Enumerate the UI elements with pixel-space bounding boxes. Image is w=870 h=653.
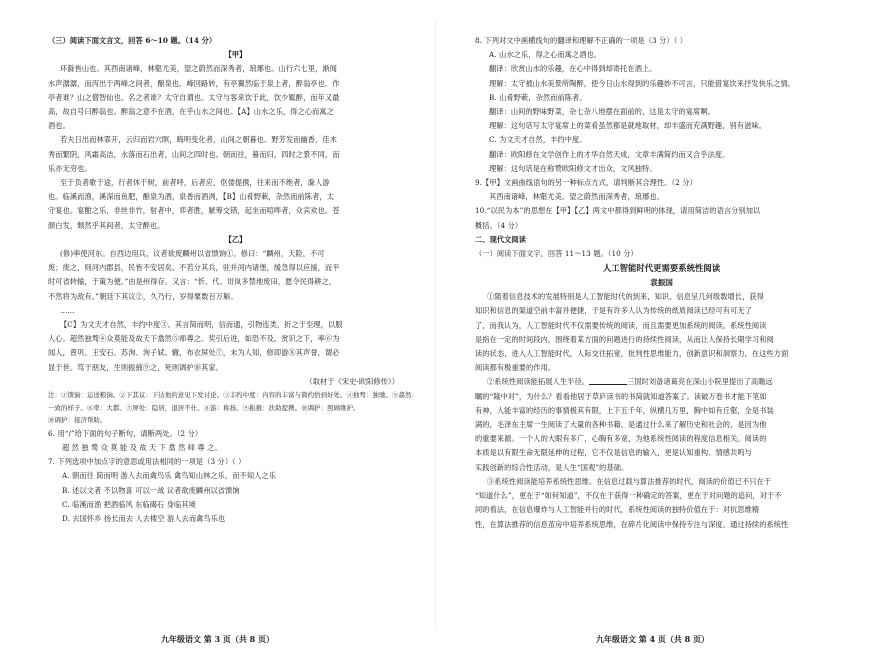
question-8-understanding: 理解：这句话写太守宴席上的菜肴虽然都是就地取材，却丰盛而充满野趣，别有滋味。 xyxy=(489,121,766,131)
question-7-option-d[interactable]: D. 去国怀乡 扬长而去 人去楼空 游人去而禽鸟乐也 xyxy=(62,514,226,524)
article-paragraph-line: 知识和信息的渠道空前丰富并便捷，于是有许多人认为传统的纸质阅读已经可有可无了 xyxy=(475,306,752,316)
section-two-heading: 二、现代文阅读 xyxy=(475,234,527,244)
passage-a-line: 高，故自号曰醉翁也。醉翁之意不在酒，在乎山水之间也。【A】山水之乐，得之心而寓之 xyxy=(48,107,334,117)
page-footer: 九年级语文 第 3 页（共 8 页） xyxy=(160,634,275,644)
question-10-stem: 10.“以民为本”的思想在【甲】【乙】两文中都得到鲜明的体现，请用简洁的语言分别加以 xyxy=(475,206,761,216)
question-8-option-a[interactable]: A. 山水之乐，得之心而寓之酒也。 xyxy=(489,50,602,60)
passage-a-line: 亭者谁？山之僧智仙也。名之者谁？太守自谓也。太守与客来饮于此，饮少辄醉，而年又最 xyxy=(48,92,340,102)
passage-b-line: 不然将为敌有。”朝廷下其议②，久乃行，岁得粟数百万斛。 xyxy=(48,291,238,301)
passage-a-line: 若夫日出而林霏开，云归而岩穴暝，晦明变化者，山间之朝暮也。野芳发而幽香，佳木 xyxy=(60,135,337,145)
passage-a-line: 也。临溪而渔，溪深而鱼肥，酿泉为酒，泉香而酒洌，【B】山肴野蔌，杂然而前陈者，太 xyxy=(48,192,334,202)
question-7-option-b[interactable]: B. 述以文者 不以物喜 可以一战 议者欲废麟州以省馈饷 xyxy=(62,485,240,495)
text-b-label: 【乙】 xyxy=(224,234,247,244)
passage-a-line: 乐亦无穷也。 xyxy=(48,163,92,173)
passage-b-line: 【C】为文天才自然，丰约中度③。其言简而明，信而通，引物连类，折之于至理，以服 xyxy=(60,320,343,330)
article-paragraph-line: 本质是以有限生命无限延伸的过程，它不仅是信息的输入，更是认知重构、情感共鸣与 xyxy=(475,448,752,458)
question-9-stem: 9.【甲】文画曲线语句的另一种标点方式，请判断其合理性。（2 分） xyxy=(475,178,697,188)
paragraph-2-continue: 三国时刘备诸葛亮在深山小院里提出了高瞻远 xyxy=(627,377,773,387)
article-paragraph-line: 瞩的“隆中对”，为什么？看看他居于草庐读书的书简就知道答案了。读破万卷书才能下笔如 xyxy=(475,391,767,401)
article-paragraph-line: “知道什么”，更在于“如何知道”，不仅在于获得一种确定的答案，更在于对问题的追问，对于不 xyxy=(475,491,782,501)
question-7-option-a[interactable]: A. 朝而往 简而明 游人去而禽鸟乐 禽鸟知山林之乐，而不知人之乐 xyxy=(62,471,276,481)
passage-b-line: 闻人，曾巩、王安石、苏洵、洵子轼、辙，布衣屏处⑦，未为人知，修即游⑧其声誉，谓必 xyxy=(48,348,340,358)
question-8-translation: 翻译：山间的野味野菜，杂七杂八地摆在面前的，这是太守的宴席啊。 xyxy=(489,107,715,117)
passage-b-line: 人心。超然独骛④众莫能及故天下翕然⑤师尊之。奖引后进，如恐不及，赏识之下，率⑥为 xyxy=(48,334,340,344)
annotation-line: 一致的样子。⑥率：大都。⑦屏处：隐居，退居不仕。⑧游：称扬。⑨振掖：扶助提携。⑩调护：照顾维护。 xyxy=(48,403,360,412)
subsection-heading: （一）阅读下面文字，回答 11～13 题。（10 分） xyxy=(475,249,638,259)
passage-a-line: 守宴也。宴酣之乐，非丝非竹，射者中，弈者胜，觥筹交错，起坐而喧哗者，众宾欢也。苍 xyxy=(48,206,340,216)
question-8-option-c[interactable]: C. 为文天才自然，丰约中度。 xyxy=(489,135,587,145)
article-title: 人工智能时代更需要系统性阅读 xyxy=(602,263,721,274)
passage-a-line: 秀而繁阴，风霜高洁，水落而石出者，山间之四时也。朝而往，暮而归，四时之景不同，而 xyxy=(48,149,340,159)
passage-a-line: 环滁皆山也。其西南诸峰，林壑尤美，望之蔚然而深秀者，琅琊也。山行六七里，渐闻 xyxy=(60,64,337,74)
article-paragraph-line: 同的看法，在信息爆炸与人工智能并行的时代，系统性阅读的独特价值在于：对抗思维精 xyxy=(475,505,760,515)
passage-b-ellipsis: …… xyxy=(60,305,75,315)
passage-b-line: 时可省转输，于策为便。”由是州得存。又言：“忻、代、岢岚多禁地废田，愿令民得耕之， xyxy=(48,277,337,287)
passage-a-line: 水声潺潺，而泻出于两峰之间者，酿泉也。峰回路转，有亭翼然临于泉上者，醉翁亭也。作 xyxy=(48,78,340,88)
article-paragraph-line: 实践创新的综合性活动，是人生“国观”的基础。 xyxy=(475,462,629,472)
passage-b-source: （取材于《宋史·欧阳修传》） xyxy=(305,376,399,386)
question-8-understanding: 理解：这句话是在称赞欧阳修文才出众，文风独特。 xyxy=(489,163,657,173)
article-paragraph-line: 性，在算法推荐的信息茧房中培养系统思维，在碎片化阅读中保持专注与深度。通过持续的系统性 xyxy=(475,519,789,529)
paragraph-2-lead: ②系统性阅读能拓展人生半径。 xyxy=(487,377,590,387)
article-paragraph-line: 了，而我认为，人工智能时代不仅需要传统的阅读，而且需要更加系统的阅读。系统性阅读 xyxy=(475,320,767,330)
question-8-translation: 翻译：欧阳修在文学创作上的才华自然天成，文章丰满简约而又合乎法度。 xyxy=(489,149,730,159)
article-paragraph-line: 满的，毛泽东主席一生阅读了大量的各种书籍，是通过什么来了解历史和社会的，是因为他 xyxy=(475,420,767,430)
exam-page-4 xyxy=(435,0,870,653)
section-heading: （三）阅读下面文言文，回答 6～10 题。（14 分） xyxy=(48,36,217,45)
question-6-stem: 6. 用“/”给下面的句子断句，请断两处。（2 分） xyxy=(48,428,203,438)
page-footer: 九年级语文 第 4 页（共 8 页） xyxy=(595,634,710,644)
annotation-line: ⑩调护：接济帮助。 xyxy=(48,416,107,425)
passage-a-line: 酒也。 xyxy=(48,121,70,131)
question-7-stem: 7. 下列选项中加点字的意思或用法相同的一项是（3 分）（ ） xyxy=(48,457,246,467)
article-paragraph-line: 阅读都有极重要的作用。 xyxy=(475,363,556,373)
question-8-stem: 8. 下列对文中画横线句的翻译和理解不正确的一项是（3 分）（ ） xyxy=(475,36,688,45)
question-10-stem-cont: 概括。（4 分） xyxy=(475,220,523,230)
passage-b-line: (修)率使河东。自西边用兵，议者欲废麟州以省馈饷①。修曰：“麟州，天险，不可 xyxy=(60,249,325,259)
article-paragraph-line xyxy=(475,375,848,389)
article-paragraph-line: 是指在一定的时间段内，围绕着某方面的问题进行的持续性阅读，从而让人保持长期学习和阅 xyxy=(475,334,774,344)
article-paragraph-line: ①随着信息技术的发展特别是人工智能时代的到来，知识、信息呈几何级数增长，获得 xyxy=(487,292,764,302)
passage-b-line: 显于世。笃于朋友，生则振掖⑨之，死则调护⑩其家。 xyxy=(48,362,223,372)
question-9-sentence: 其西南诸峰，林壑尤美。望之蔚然而深秀者，琅琊也。 xyxy=(489,192,664,202)
question-8-option-b[interactable]: B. 山肴野蔌，杂然而前陈者。 xyxy=(489,92,587,102)
article-paragraph-line: 读的状态，进入人工智能时代，人际交往拓宽，批判性思维能力，创新意识和洞察力，在这些方面 xyxy=(475,349,789,359)
question-8-translation: 翻译：欣赏山水的乐趣，在心中得到却寄托在酒上。 xyxy=(489,64,657,74)
fill-in-blank[interactable] xyxy=(589,376,627,385)
text-a-label: 【甲】 xyxy=(224,50,247,60)
passage-a-line: 至于负者歌于途，行者休于树，前者呼，后者应，伛偻提携，往来而不绝者，滁人游 xyxy=(60,178,330,188)
question-8-understanding: 理解：太守被山水美景所陶醉，使今日山水得到的乐趣妙不可言，只能借宴饮来抒发快乐之情。 xyxy=(489,78,796,88)
article-author: 袁振国 xyxy=(650,278,673,288)
passage-a-line: 颜白发，颓然乎其间者，太守醉也。 xyxy=(48,220,165,230)
passage-b-line: 废；废之，则河内郡县，民皆不安居矣。不若分其兵，驻并河内诸堡，缓急得以应援，而平 xyxy=(48,263,340,273)
article-paragraph-line: 的重要来源。一个人的大眼有多广，心胸有多宽，为他系统性阅读的程度信息相关。阅读的 xyxy=(475,434,767,444)
article-paragraph-line: 有神，人能丰富的经历的事情极其有限，上下五千年，纵横几万里，胸中如有丘壑，全是书装 xyxy=(475,405,774,415)
question-7-option-c[interactable]: C. 临溪而渔 把酒临风 东临碣石 身临其境 xyxy=(62,499,196,509)
annotation-line: 注：①馈饷：运送粮饷。②下其议：下达他的意见下发讨论。③丰约中度：内容的丰富与简约恰到好处。④独骛：独驰。⑤翕然： xyxy=(48,391,418,400)
question-6-sentence: 超 然 独 骛 众 莫 能 及 故 天 下 翕 然 师 尊 之。 xyxy=(62,443,222,453)
article-paragraph-line: ③系统性阅读能培养系统性思维。在信息过载与算法推荐的时代，阅读的价值已不只在于 xyxy=(487,476,772,486)
